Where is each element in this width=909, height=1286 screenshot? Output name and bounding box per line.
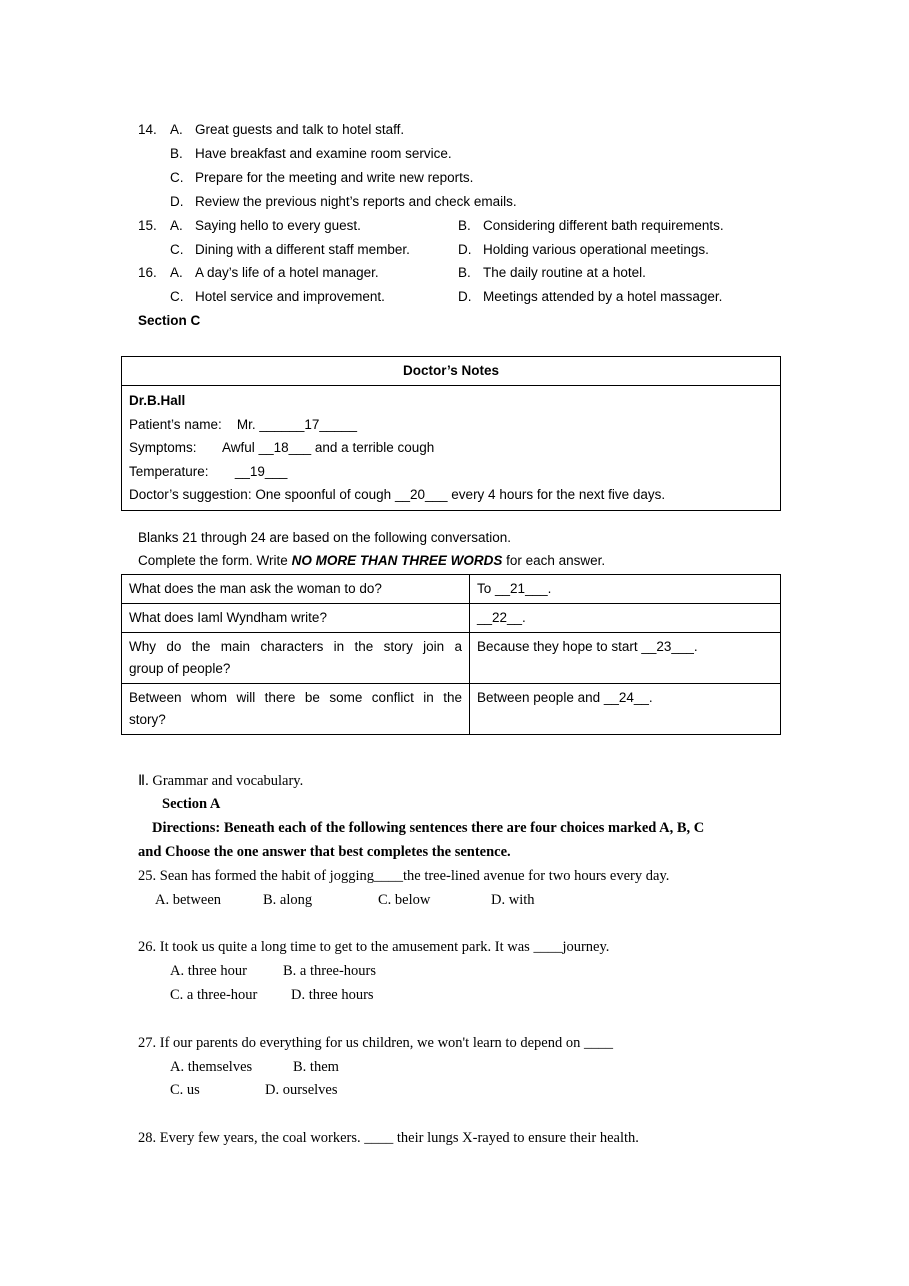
- form-q3-line1: Why do the main characters in the story join a: [129, 639, 462, 654]
- form-a1: [470, 575, 781, 604]
- q15-option-b-letter: B.: [458, 218, 471, 233]
- symptoms-prefix: Awful: [222, 440, 255, 455]
- instructions-line-2: [138, 552, 605, 570]
- form-q3-line2: group of people?: [129, 661, 231, 676]
- q15-option-b: Considering different bath requirements.: [483, 218, 724, 233]
- q27-text: 27. If our parents do everything for us children, we won't learn to depend on ____: [138, 1035, 613, 1051]
- q14-option-c: Prepare for the meeting and write new reports.: [195, 170, 474, 185]
- grammar-heading: Ⅱ. Grammar and vocabulary.: [138, 773, 304, 789]
- directions-line-2: and Choose the one answer that best completes the sentence.: [138, 844, 511, 860]
- q15-number: 15.: [138, 218, 157, 233]
- q15-option-d-letter: D.: [458, 242, 472, 257]
- instructions-text-end: for each answer.: [506, 553, 606, 568]
- q15-option-d: Holding various operational meetings.: [483, 242, 709, 257]
- instructions-word-limit: NO MORE THAN THREE WORDS: [291, 553, 503, 568]
- blank-21: __21___.: [495, 581, 552, 596]
- suggestion-prefix: One spoonful of cough: [255, 487, 392, 502]
- blank-20: __20___: [394, 487, 448, 502]
- form-q4: [122, 684, 470, 735]
- q14-option-b-letter: B.: [170, 146, 183, 161]
- form-q1: What does the man ask the woman to do?: [122, 575, 470, 604]
- q15-option-a-letter: A.: [170, 218, 183, 233]
- q16-option-b-letter: B.: [458, 265, 471, 280]
- q15-option-a: Saying hello to every guest.: [195, 218, 361, 233]
- form-a2: [470, 604, 781, 633]
- doctors-notes-table: [121, 356, 781, 511]
- q14-option-b: Have breakfast and examine room service.: [195, 146, 452, 161]
- blank-17: ______17_____: [259, 416, 357, 432]
- q14-option-a: Great guests and talk to hotel staff.: [195, 122, 405, 137]
- form-q2: What does Iaml Wyndham write?: [122, 604, 470, 633]
- q25-option-a: A. between: [155, 892, 222, 908]
- temperature-row: [129, 460, 773, 484]
- symptoms-row: [129, 436, 773, 460]
- q16-option-c-letter: C.: [170, 289, 184, 304]
- section-a-heading: Section A: [162, 796, 221, 812]
- q16-option-a: A day’s life of a hotel manager.: [195, 265, 379, 280]
- q16-option-d: Meetings attended by a hotel massager.: [483, 289, 723, 304]
- q25-option-b: B. along: [263, 892, 313, 908]
- patient-prefix: Mr.: [236, 416, 256, 432]
- form-a3-prefix: Because they hope to start: [477, 639, 638, 654]
- blank-23: __23___.: [641, 639, 698, 654]
- q26-option-a: A. three hour: [170, 963, 247, 979]
- q26-option-c: C. a three-hour: [170, 987, 258, 1003]
- suggestion-label: Doctor’s suggestion:: [129, 487, 252, 502]
- directions-line-1: Directions: Beneath each of the following sentences there are four choices marked A, B, C: [152, 820, 705, 836]
- blank-19: __19___: [234, 463, 288, 479]
- form-q3: [122, 633, 470, 684]
- form-q4-line2: story?: [129, 712, 166, 727]
- patient-label: Patient’s name:: [129, 416, 222, 432]
- q16-option-c: Hotel service and improvement.: [195, 289, 385, 304]
- notes-body: [122, 386, 781, 511]
- q25-option-d: D. with: [491, 892, 535, 908]
- suggestion-row: [129, 483, 773, 507]
- form-a3: [470, 633, 781, 684]
- temperature-label: Temperature:: [129, 463, 209, 479]
- blank-18: __18___: [258, 440, 312, 455]
- q16-option-d-letter: D.: [458, 289, 472, 304]
- q14-option-d: Review the previous night’s reports and check emails.: [195, 194, 517, 209]
- q25-text: 25. Sean has formed the habit of jogging____the tree-lined avenue for two hours every day.: [138, 868, 670, 884]
- symptoms-suffix: and a terrible cough: [314, 440, 435, 455]
- instructions-text: Complete the form. Write: [138, 553, 288, 568]
- q14-number: 14.: [138, 122, 157, 137]
- q14-option-c-letter: C.: [170, 170, 184, 185]
- q14-option-d-letter: D.: [170, 194, 184, 209]
- q26-text: 26. It took us quite a long time to get to the amusement park. It was ____journey.: [138, 939, 610, 955]
- form-q4-line1: Between whom will there be some conflict in the: [129, 690, 462, 705]
- q27-option-c: C. us: [170, 1082, 200, 1098]
- q14-option-a-letter: A.: [170, 122, 183, 137]
- form-a4-prefix: Between people and: [477, 690, 601, 705]
- q28-text: 28. Every few years, the coal workers. ____ their lungs X-rayed to ensure their health.: [138, 1130, 639, 1146]
- q26-option-b: B. a three-hours: [283, 963, 377, 979]
- q15-option-c: Dining with a different staff member.: [195, 242, 410, 257]
- q16-option-b: The daily routine at a hotel.: [483, 265, 646, 280]
- q27-option-b: B. them: [293, 1059, 339, 1075]
- q27-option-a: A. themselves: [170, 1059, 253, 1075]
- patient-row: [129, 413, 773, 437]
- q27-option-d: D. ourselves: [265, 1082, 338, 1098]
- q16-option-a-letter: A.: [170, 265, 183, 280]
- q25-option-c: C. below: [378, 892, 431, 908]
- blank-22: __22__.: [477, 610, 526, 625]
- section-c-heading: Section C: [138, 313, 201, 328]
- conversation-form-table: [121, 574, 781, 735]
- form-a4: [470, 684, 781, 735]
- doctor-name: Dr.B.Hall: [129, 393, 186, 408]
- instructions-line-1: Blanks 21 through 24 are based on the following conversation.: [138, 530, 511, 545]
- blank-24: __24__.: [603, 690, 653, 705]
- q26-option-d: D. three hours: [291, 987, 374, 1003]
- q15-option-c-letter: C.: [170, 242, 184, 257]
- form-a1-prefix: To: [477, 581, 492, 596]
- symptoms-label: Symptoms:: [129, 440, 197, 455]
- notes-title: Doctor’s Notes: [122, 357, 781, 386]
- suggestion-suffix: every 4 hours for the next five days.: [451, 487, 666, 502]
- q16-number: 16.: [138, 265, 157, 280]
